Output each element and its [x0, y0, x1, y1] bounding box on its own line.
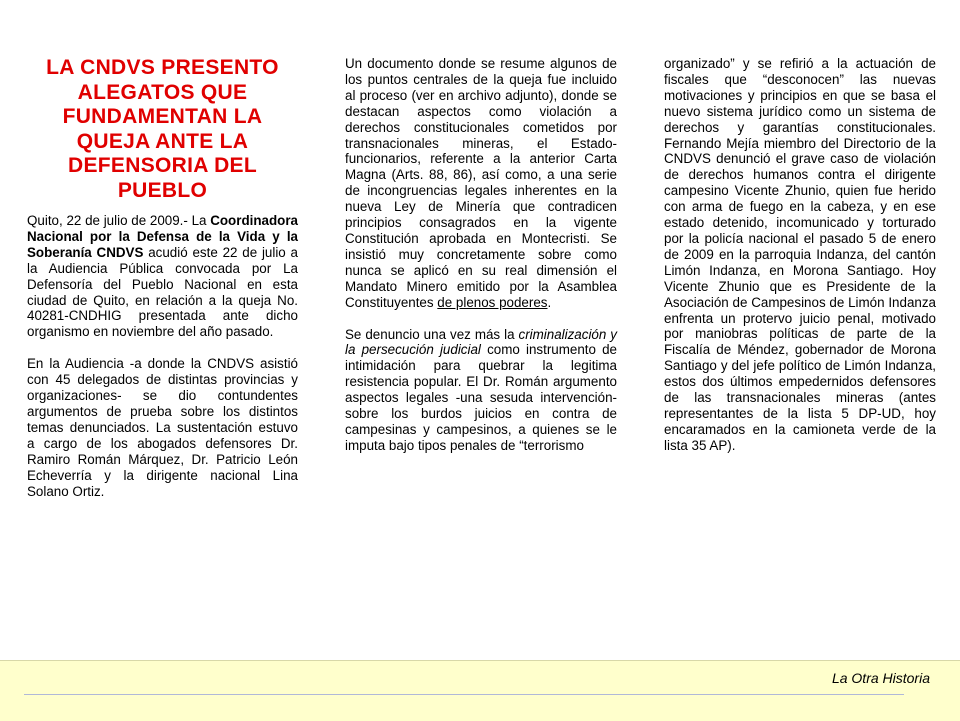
paragraph-text: acudió este 22 de julio a la Audiencia Pública convocada por La Defensoría del Pueblo Nacional en esta ciudad de Quito, en relación a la queja No. 40281-CNDHIG presentada ante dicho organismo en noviembre del año pasado. [27, 244, 298, 340]
column-3 [664, 56, 936, 454]
paragraph [27, 213, 298, 340]
footer-divider [24, 694, 904, 695]
underlined-phrase: de plenos poderes [437, 294, 548, 310]
italic-phrase: criminalización y la persecución judicial [345, 326, 617, 358]
paragraph: organizado” y se refirió a la actuación de fiscales que “desconocen” las nuevas motivaciones y principios en que se basa el nuevo sistema jurídico como un sistema de derechos y garantías constitucionales. Fernando Mejía miembro del Directorio de la CNDVS denunció el grave caso de violación de derechos humanos contra el dirigente campesino Vicente Zhunio, quien fue herido con arma de fuego en la cabeza, y en ese estado detenido, incomunicado y torturado por la policía nacional el pasado 5 de enero de 2009 en la parroquia Indanza, del cantón Limón Indanza, en Morona Santiago. Hoy Vicente Zhunio que es Presidente de la Asociación de Campesinos de Limón Indanza enfrenta un protervo juicio penal, motivado por maniobras políticas de parte de la Fiscalía de Méndez, gobernador de Morona Santiago y del jefe político de Limón Indanza, estos dos últimos empedernidos defensores de las transnacionales mineras (antes representantes de la lista 5 DP-UD, hoy encaramados en la camioneta verde de la lista 35 AP). [664, 56, 936, 453]
organization-name: Coordinadora Nacional por la Defensa de la Vida y la Soberanía CNDVS [27, 213, 298, 260]
paragraph: En la Audiencia -a donde la CNDVS asistió con 45 delegados de distintas provincias y organizaciones- se dio contundentes argumentos de prueba sobre los distintos temas denunciados. La sustentación estuvo a cargo de los abogados defensores Dr. Ramiro Román Márquez, Dr. Patricio León Echeverría y la dirigente nacional Lina Solano Ortiz. [27, 356, 298, 499]
paragraph-end: . [547, 294, 552, 310]
headline: LA CNDVS PRESENTO ALEGATOS QUE FUNDAMENTAN LA QUEJA ANTE LA DEFENSORIA DEL PUEBLO [46, 56, 279, 202]
column-1 [27, 56, 298, 499]
paragraph-lead: Se denuncio una vez más la [345, 326, 519, 342]
paragraph-text: como instrumento de intimidación para quebrar la legitima resistencia popular. El Dr. Román argumento aspectos legales -una sesuda intervención- sobre los burdos juicios en contra de campesinas y campesinos, a quienes se le imputa bajo tipos penales de “terrorismo [345, 342, 617, 453]
paragraph [345, 56, 617, 311]
paragraph-text: Un documento donde se resume algunos de los puntos centrales de la queja fue incluido al proceso (ver en archivo adjunto), donde se destacan aspectos como violación a derechos constitucionales cometidos por transnacionales mineras, el Estado-funcionarios, referente a la anterior Carta Magna (Arts. 88, 86), así como, a una serie de incongruencias legales inherentes en la nueva Ley de Minería que contradicen principios consagrados en la vigente Constitución aprobada en Montecristi. Se insistió muy concretamente sobre como nunca se aplicó en su real dimensión el Mandato Minero emitido por la Asamblea Constituyentes [345, 56, 617, 310]
column-2 [345, 56, 617, 454]
paragraph-lead: Quito, 22 de julio de 2009.- La [27, 213, 211, 228]
paragraph [345, 327, 617, 454]
footer-label: La Otra Historia [831, 670, 930, 686]
footer-bar [0, 660, 960, 721]
